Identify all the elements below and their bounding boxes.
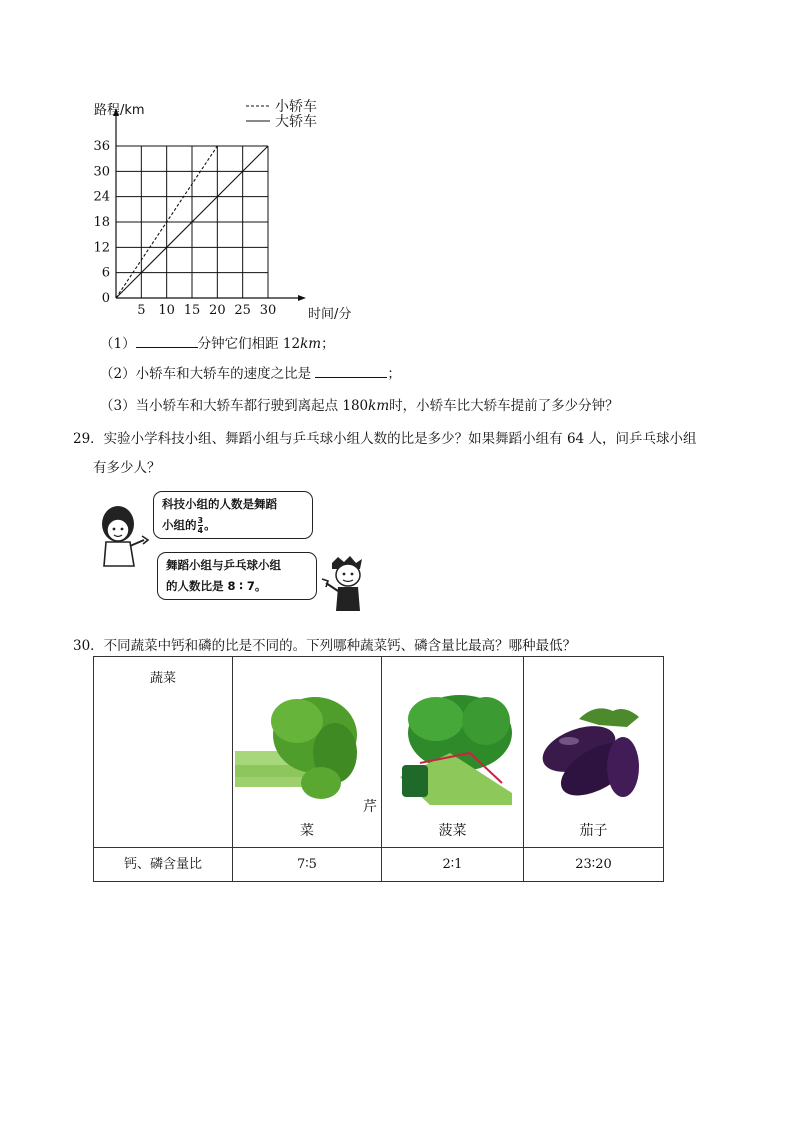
y-tick-label: 24 <box>93 189 110 205</box>
x-tick-label: 25 <box>234 303 251 318</box>
vegetable-ratio-table <box>93 656 664 882</box>
celery-name-part2: 菜 <box>300 823 314 839</box>
celery-cell <box>233 657 382 848</box>
girl-cartoon-icon <box>96 500 154 572</box>
q29-question-line2: 有多少人？ <box>93 460 161 476</box>
q28-part3: （3）当小轿车和大轿车都行驶到离起点 180km时，小轿车比大轿车提前了多少分钟？ <box>100 398 619 414</box>
boy-cartoon-icon <box>318 555 372 615</box>
q30-question: 30．不同蔬菜中钙和磷的比是不同的。下列哪种蔬菜钙、磷含量比最高？哪种最低？ <box>73 638 577 654</box>
x-axis-arrow <box>298 295 306 301</box>
x-tick-label: 15 <box>183 303 201 318</box>
spinach-name: 菠菜 <box>438 823 467 839</box>
eggplant-image <box>539 697 645 807</box>
row-label-cell <box>94 848 233 882</box>
celery-image <box>235 691 361 807</box>
y-axis-label: 路程/km <box>94 103 145 118</box>
spinach-image <box>390 693 512 805</box>
x-tick-label: 30 <box>259 303 277 318</box>
answer-blank-1[interactable] <box>136 335 198 348</box>
y-tick-label: 6 <box>101 265 110 281</box>
legend-label-1: 小轿车 <box>275 99 317 115</box>
chart-tick-labels <box>93 103 351 322</box>
legend-label-2: 大轿车 <box>275 114 317 130</box>
answer-blank-2[interactable] <box>315 365 387 378</box>
speech-bubble-1: 科技小组的人数是舞蹈 小组的 $\frac{3}{4}$ 。 <box>153 491 313 539</box>
table-header-cell <box>94 657 233 848</box>
spinach-cell <box>382 657 524 848</box>
table-row <box>94 848 664 882</box>
y-tick-label: 18 <box>93 215 110 230</box>
table-row <box>94 657 664 848</box>
header-label: 蔬菜 <box>149 671 176 686</box>
eggplant-cell <box>524 657 664 848</box>
distance-time-chart <box>88 92 368 324</box>
q29-question-line1: 29．实验小学科技小组、舞蹈小组与乒乓球小组人数的比是多少？如果舞蹈小组有 64 人，问乒乓球小组 <box>73 431 697 447</box>
q28-part2: （2）小轿车和大轿车的速度之比是 ； <box>100 366 401 382</box>
y-tick-label: 36 <box>93 139 110 154</box>
q28-part1: （1） 分钟它们相距 12km； <box>100 336 335 352</box>
x-tick-label: 20 <box>209 303 226 318</box>
x-axis-label: 时间/分 <box>308 307 352 322</box>
row-label: 钙、磷含量比 <box>123 857 202 872</box>
spinach-ratio-cell <box>382 848 524 882</box>
celery-name-part1: 芹 <box>363 799 377 815</box>
x-tick-label: 5 <box>137 303 146 318</box>
chart-legend <box>246 99 317 130</box>
x-tick-label: 10 <box>158 303 175 318</box>
celery-ratio: 7∶5 <box>297 857 317 872</box>
y-tick-label: 0 <box>101 291 110 306</box>
y-tick-label: 30 <box>93 164 110 180</box>
celery-ratio-cell <box>233 848 382 882</box>
y-tick-label: 12 <box>93 240 110 256</box>
speech-bubble-2: 舞蹈小组与乒乓球小组 的人数比是 8 ∶ 7。 <box>157 552 317 600</box>
spinach-ratio: 2∶1 <box>442 857 463 872</box>
eggplant-name: 茄子 <box>579 823 608 839</box>
eggplant-ratio: 23∶20 <box>575 857 612 872</box>
eggplant-ratio-cell <box>524 848 664 882</box>
